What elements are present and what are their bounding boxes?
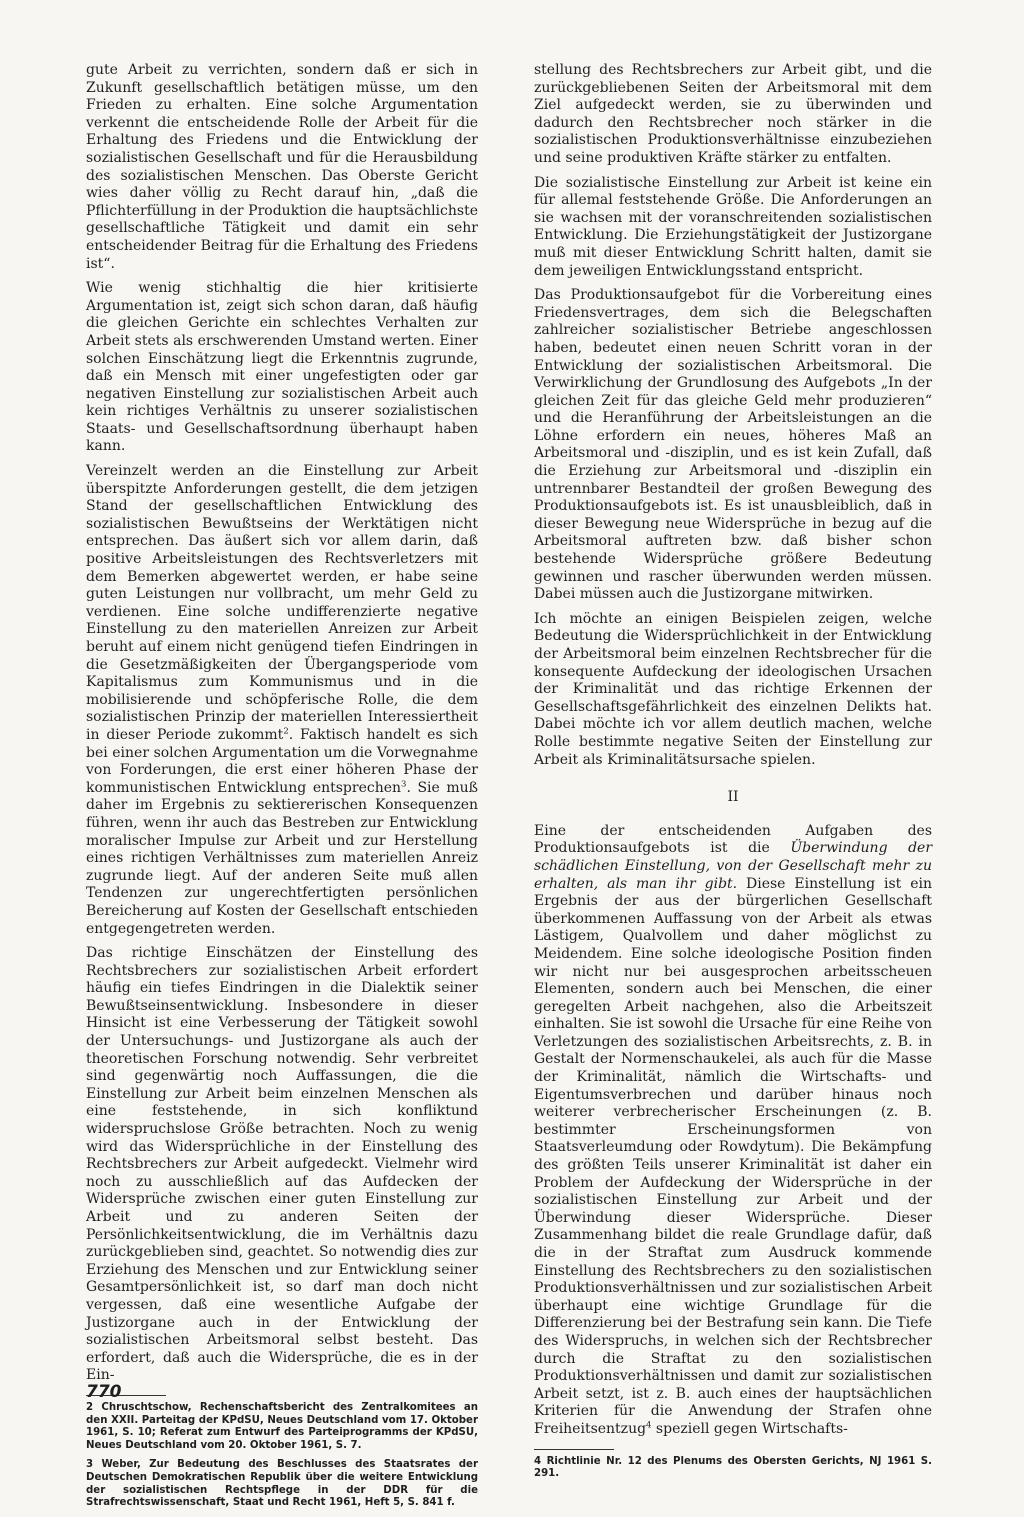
paragraph [86, 463, 478, 938]
paragraph: Das richtige Einschätzen der Einstellung des Rechtsbrechers zur sozialistischen Arbeit erfordert häufig ein tiefes Eindringen in die Dialektik seiner Bewußtseinsentwicklung. Insbesondere in dieser Hinsicht ist eine Verbesserung der Tätigkeit sowohl der Untersuchungs- und Justizorgane als auch der theoretischen Forschung notwendig. Sehr verbreitet sind gegenwärtig noch Auffassungen, die die Einstellung zur Arbeit beim einzelnen Menschen als eine feststehende, in sich konfliktund widerspruchslose Größe betrachten. Noch zu wenig wird das Widersprüchliche in der Einstellung des Rechtsbrechers zur Arbeit aufgedeckt. Vielmehr wird noch zu ausschließlich auf das Aufdecken der Widersprüche zwischen einer guten Einstellung zur Arbeit und zu anderen Seiten der Persönlichkeitsentwicklung, die im Verhältnis dazu zurückgeblieben sind, geachtet. So notwendig dies zur Erziehung des Menschen und zur Entwicklung seiner Gesamtpersönlichkeit ist, so darf man doch nicht vergessen, daß eine wesentliche Aufgabe der Justizorgane auch in der Entwicklung der sozialistischen Arbeitsmoral selbst besteht. Das erfordert, daß auch die Widersprüche, die es in der Ein- [86, 945, 478, 1384]
text-run: Eine der entscheidenden Aufgaben des Produktionsaufgebots ist die [534, 822, 932, 857]
right-column [534, 62, 932, 1488]
footnote: 3 Weber, Zur Bedeutung des Beschlusses des Staatsrates der Deutschen Demokratischen Republik über die weitere Entwicklung der sozialistischen Rechtspflege in der DDR für die Strafrechtswissenschaft, Staat und Recht 1961, Heft 5, S. 841 f. [86, 1459, 478, 1509]
paragraph [534, 823, 932, 1439]
text-run: . Sie muß daher im Ergebnis zu sektiererischen Konsequenzen führen, wenn ihr auch das Bestreben zur Entwicklung moralischer Impulse zur Arbeit und zur Herstellung eines richtigen Verhältnisses zum materiellen Anreiz zugrunde liegt. Auf der anderen Seite muß allen Tendenzen zur ungerechtfertigten persönlichen Bereicherung auf Kosten der Gesellschaft entschieden entgegengetreten werden. [86, 779, 478, 937]
text-run: Vereinzelt werden an die Einstellung zur Arbeit überspitzte Anforderungen gestellt, die dem jetzigen Stand der gesellschaftlichen Entwicklung des sozialistischen Bewußtseins der Werktätigen nicht entsprechen. Das äußert sich vor allem darin, daß positive Arbeitsleistungen des Rechtsverletzers mit dem Bemerken abgewertet werden, er habe seine guten Leistungen nur vollbracht, um mehr Geld zu verdienen. Eine solche undifferenzierte negative Einstellung zu den materiellen Anreizen zur Arbeit beruht auf einem nicht genügend tiefen Eindringen in die Gesetzmäßigkeiten der Übergangsperiode vom Kapitalismus zum Kommunismus und in die mobilisierende und schöpferische Rolle, die dem sozialistischen Prinzip der materiellen Interessiertheit in dieser Periode zukommt [86, 463, 478, 743]
footnote: 2 Chruschtschow, Rechenschaftsbericht des Zentralkomitees an den XXII. Parteitag der KPdSU, Neues Deutschland vom 17. Oktober 1961, S. 10; Referat zum Entwurf des Parteiprogramms der KPdSU, Neues Deutschland vom 20. Oktober 1961, S. 7. [86, 1401, 478, 1451]
paragraph: stellung des Rechtsbrechers zur Arbeit gibt, und die zurückgebliebenen Seiten der Arbeitsmoral mit dem Ziel aufgedeckt werden, sie zu überwinden und dadurch den Rechtsbrecher noch stärker in die sozialistischen Produktionsverhältnisse einzubeziehen und seine produktiven Kräfte stärker zu entfalten. [534, 62, 932, 166]
paragraph: Die sozialistische Einstellung zur Arbeit ist keine ein für allemal feststehende Größe. Die Anforderungen an sie wachsen mit der voranschreitenden sozialistischen Entwicklung. Die Erziehungstätigkeit der Justizorgane muß mit dieser Entwicklung Schritt halten, damit sie dem jeweiligen Entwicklungsstand entspricht. [534, 174, 932, 279]
footnote-reference: 4 [646, 1420, 652, 1431]
text-run: Diese Einstellung ist ein Ergebnis der aus der bürgerlichen Gesellschaft überkommenen Auffassung von der Arbeit als etwas Lästigem, Qualvollem und daher möglichst zu Meidendem. Eine solche ideologische Position finden wir nicht nur bei ausgesprochen arbeitsscheuen Elementen, sondern auch bei Menschen, die einer geregelten Arbeit nachgehen, also die Arbeitszeit einhalten. Sie ist sowohl die Ursache für eine Reihe von Verletzungen des sozialistischen Arbeitsrechts, z. B. in Gestalt der Normenschaukelei, als auch für die Masse der Kriminalität, nämlich die Wirtschafts- und Eigentumsverbrechen und darüber hinaus noch weiterer verbrecherischer Erscheinungen (z. B. bestimmter Erscheinungsformen von Staatsverleumdung oder Rowdytum). Die Bekämpfung des größten Teils unserer Kriminalität ist daher ein Problem der Aufdeckung der Widersprüche in der sozialistischen Einstellung zur Arbeit und der Überwindung dieser Widersprüche. Dieser Zusammenhang bildet die reale Grundlage dafür, daß die in der Straftat zum Ausdruck kommende Einstellung des Rechtsbrechers zu den sozialistischen Produktionsverhältnissen und zur sozialistischen Arbeit überhaupt eine wichtige Grundlage für die Differenzierung bei der Bestrafung sein kann. Die Tiefe des Widerspruchs, in welchen sich der Rechtsbrecher durch die Straftat zu den sozialistischen Produktionsverhältnissen und damit zur sozialistischen Arbeit setzt, ist z. B. auch eines der hauptsächlichen Kriterien für die Anwendung der Strafen ohne Freiheitsentzug [534, 875, 933, 1437]
footnote-reference: 2 [283, 726, 289, 737]
paragraph: Das Produktionsaufgebot für die Vorbereitung eines Friedensvertrages, dem sich die Belegschaften zahlreicher sozialistischer Betriebe angeschlossen haben, bedeutet einen neuen Schritt voran in der Entwicklung der sozialistischen Arbeitsmoral. Die Verwirklichung der Grundlosung des Aufgebots „In der gleichen Zeit für das gleiche Geld mehr produzieren“ und die Heranführung der Arbeitsleistungen an die Löhne erfordern ein neues, höheres Maß an Arbeitsmoral und -disziplin, und es ist kein Zufall, daß die Erziehung zur Arbeitsmoral und -disziplin ein untrennbarer Bestandteil der großen Bewegung des Produktionsaufgebots ist. Es ist unausbleiblich, daß in dieser Bewegung neue Widersprüche in bezug auf die Arbeitsmoral auftreten bzw. daß bisher schon bestehende Widersprüche größere Bedeutung gewinnen und rascher überwunden werden müssen. Dabei müssen auch die Justizorgane mitwirken. [534, 287, 932, 603]
footnote: 4 Richtlinie Nr. 12 des Plenums des Obersten Gerichts, NJ 1961 S. 291. [534, 1455, 932, 1480]
paragraph: Wie wenig stichhaltig die hier kritisierte Argumentation ist, zeigt sich schon daran, daß häufig die gleichen Gerichte ein schlechtes Verhalten zur Arbeit stets als erschwerenden Umstand werten. Einer solchen Einschätzung liegt die Erkenntnis zugrunde, daß ein Mensch mit einer ungefestigten oder gar negativen Einstellung zur sozialistischen Arbeit auch kein richtiges Verhältnis zu unserer sozialistischen Staats- und Gesellschaftsordnung überhaupt haben kann. [86, 280, 478, 455]
paragraph: gute Arbeit zu verrichten, sondern daß er sich in Zukunft gesellschaftlich betätigen müsse, um den Frieden zu erhalten. Eine solche Argumentation verkennt die entscheidende Rolle der Arbeit für die Erhaltung des Friedens und die Entwicklung der sozialistischen Gesellschaft und für die Herausbildung des sozialistischen Menschen. Das Oberste Gericht wies daher völlig zu Recht darauf hin, „daß die Pflichterfüllung in der Produktion die hauptsächlichste gesellschaftliche Tätigkeit und damit ein sehr entscheidender Beitrag für die Erhaltung des Friedens ist“. [86, 62, 478, 272]
page-number: 770 [86, 1382, 122, 1402]
footnote-reference: 3 [401, 779, 407, 790]
paragraph: Ich möchte an einigen Beispielen zeigen, welche Bedeutung die Widersprüchlichkeit in der Entwicklung der Arbeitsmoral beim einzelnen Rechtsbrecher für die konsequente Aufdeckung der ideologischen Ursachen der Kriminalität und das richtige Erkennen der Gesellschaftsgefährlichkeit des einzelnen Delikts hat. Dabei möchte ich vor allem deutlich machen, welche Rolle bestimmte negative Seiten der Einstellung zur Arbeit als Kriminalitätsursache spielen. [534, 610, 932, 768]
left-column [86, 62, 478, 1517]
footnote-divider [534, 1449, 614, 1450]
emphasized-text: Überwindung der schädlichen Einstellung, von der Gesellschaft mehr zu erhalten, als man ihr gibt. [534, 840, 933, 892]
text-run: speziell gegen Wirtschafts- [651, 1420, 848, 1437]
section-heading: II [727, 789, 739, 806]
text-run: . Faktisch handelt es sich bei einer solchen Argumentation um die Vorwegnahme von Forderungen, die erst einer höheren Phase der kommunistischen Entwicklung entsprechen [86, 726, 478, 796]
